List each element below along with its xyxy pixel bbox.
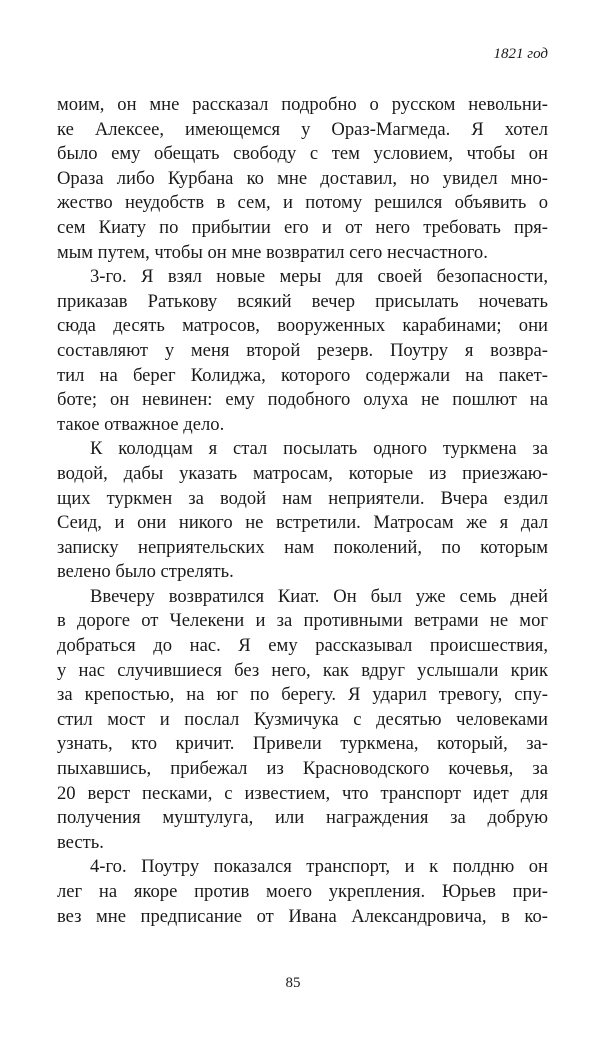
text-line: в дороге от Челекени и за противными ветрами не мог — [57, 610, 548, 632]
text-line: записку неприятельских нам поколений, по которым — [57, 536, 548, 558]
paragraph — [57, 93, 548, 265]
text-line: сем Киату по прибытии его и от него требовать пря- — [57, 216, 548, 238]
text-line: такое отважное дело. — [57, 413, 225, 435]
text-line: тил на берег Колиджа, которого содержали на пакет- — [57, 364, 548, 386]
text-line: моим, он мне рассказал подробно о русском невольни- — [57, 94, 548, 115]
paragraph — [57, 437, 548, 585]
text-line: водой, дабы указать матросам, которые из приезжаю- — [57, 462, 548, 484]
text-line: щих туркмен за водой нам неприятели. Вчера ездил — [57, 487, 548, 509]
text-line: составляют у меня второй резерв. Поутру я возвра- — [57, 339, 548, 361]
text-line: получения муштулуга, или награждения за добрую — [57, 807, 548, 829]
text-line: узнать, кто кричит. Привели туркмена, который, за- — [57, 733, 548, 755]
paragraph — [57, 855, 548, 929]
text-line: стил мост и послал Кузмичука с десятью человеками — [57, 708, 548, 730]
text-line: мым путем, чтобы он мне возвратил сего несчастного. — [57, 241, 488, 263]
text-line: добраться до нас. Я ему рассказывал происшествия, — [57, 635, 548, 657]
text-line: ке Алексее, имеющемся у Ораз-Магмеда. Я хотел — [57, 118, 548, 140]
body-text — [57, 93, 548, 929]
text-line: Ораза либо Курбана ко мне доставил, но увидел мно- — [57, 167, 548, 189]
text-line: было ему обещать свободу с тем условием, чтобы он — [57, 143, 548, 165]
text-line: жество неудобств в сем, и потому решился объявить о — [57, 192, 548, 214]
paragraph — [57, 585, 548, 856]
text-line: К колодцам я стал посылать одного туркмена за — [90, 438, 548, 460]
text-line: лег на якоре против моего укрепления. Юрьев при- — [57, 881, 548, 902]
running-head: 1821 год — [493, 46, 548, 62]
text-line: сюда десять матросов, вооруженных карабинами; они — [57, 315, 548, 337]
text-line: 4-го. Поутру показался транспорт, и к полдню он — [90, 856, 548, 878]
page-number: 85 — [285, 975, 301, 991]
text-line: пыхавшись, прибежал из Красноводского кочевья, за — [57, 758, 548, 780]
paragraph — [57, 265, 548, 437]
text-line: боте; он невинен: ему подобного олуха не пошлют на — [57, 389, 548, 411]
text-line: Сеид, и они никого не встретили. Матросам же я дал — [57, 512, 548, 534]
text-line: приказав Ратькову всякий вечер присылать ночевать — [57, 290, 548, 312]
text-line: 3-го. Я взял новые меры для своей безопасности, — [90, 266, 548, 288]
text-line: у нас случившиеся без него, как вдруг услышали крик — [57, 659, 548, 681]
text-line: Ввечеру возвратился Киат. Он был уже семь дней — [90, 585, 548, 607]
text-line: велено было стрелять. — [57, 561, 234, 583]
text-line: 20 верст песками, с известием, что транспорт идет для — [57, 782, 548, 804]
text-line: за крепостью, на юг по берегу. Я ударил тревогу, спу- — [57, 684, 548, 706]
text-line: вез мне предписание от Ивана Александровича, в ко- — [57, 905, 548, 927]
text-line: весть. — [57, 831, 104, 853]
